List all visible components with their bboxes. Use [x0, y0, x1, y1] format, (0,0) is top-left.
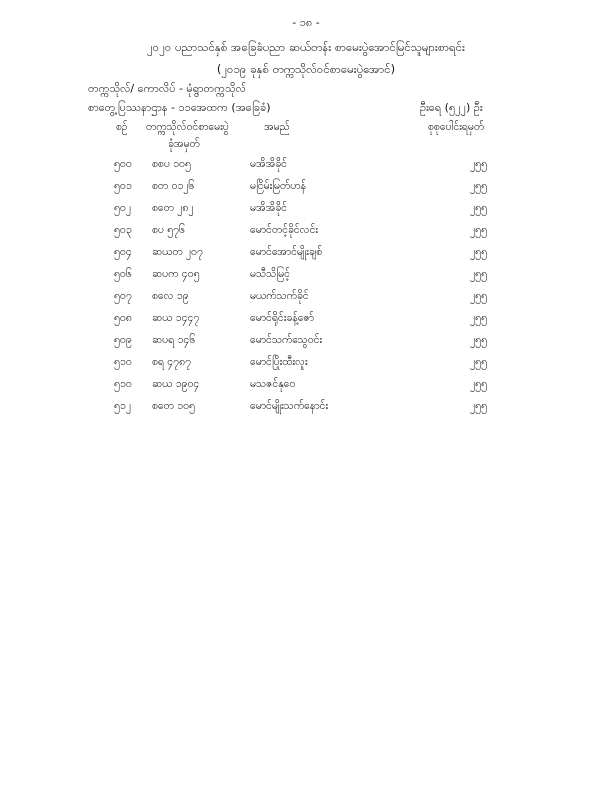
table-row: [0, 356, 612, 378]
row-mark: ၂၅၅: [470, 312, 487, 324]
row-mark: ၂၅၅: [470, 400, 487, 412]
row-mark: ၂၅၅: [470, 180, 487, 192]
header-mark: စုစုပေါင်းရမှတ်: [428, 121, 485, 133]
row-roll: စပ ၅၇၆: [152, 224, 185, 236]
row-no: ၅၁၀: [114, 378, 132, 390]
table-row: [0, 268, 612, 290]
total-count-label: ဦးရေ (၅၂၂) ဦး: [420, 101, 483, 114]
row-name: မောင်ပြိုးထီးလူး: [250, 356, 308, 368]
university-label: တက္ကသိုလ်/ ကောလိပ် - မုံရွာတက္ကသိုလ်: [88, 82, 246, 95]
row-roll: ဆယတ ၂၀၇: [152, 246, 203, 258]
row-no: ၅၀၆: [114, 268, 132, 280]
row-no: ၅၀၀: [114, 158, 132, 170]
row-no: ၅၀၇: [114, 290, 132, 302]
table-row: [0, 202, 612, 224]
row-mark: ၂၅၅: [470, 158, 487, 170]
document-title: ၂၀၂၀ ပညာသင်နှစ် အခြေခံပညာ ဆယ်တန်း စာမေးပွဲအောင်မြင်သူများစာရင်း: [147, 40, 465, 54]
header-roll: တက္ကသိုလ်ဝင်စာမေးပွဲ: [146, 121, 229, 133]
row-roll: စလေ ၁၉: [152, 290, 189, 302]
table-row: [0, 334, 612, 356]
row-roll: ဆယ ၁၉၀၄: [152, 378, 200, 390]
row-mark: ၂၅၅: [470, 224, 487, 236]
row-roll: စတေ ၂၈၂: [152, 202, 194, 214]
row-no: ၅၁၂: [114, 400, 131, 412]
table-row: [0, 246, 612, 268]
header-no: စဉ်: [116, 121, 128, 133]
row-roll: ဆပရ ၁၄၆: [152, 334, 196, 346]
row-name: မသဇင်နုဝေ: [250, 378, 296, 390]
row-name: မောင်အောင်မျိုးချစ်: [250, 246, 323, 258]
row-mark: ၂၅၅: [470, 268, 487, 280]
row-mark: ၂၅၅: [470, 290, 487, 302]
row-no: ၅၀၁: [114, 180, 132, 192]
row-no: ၅၀၃: [114, 224, 132, 236]
row-no: ၅၀၄: [114, 246, 132, 258]
document-subtitle: (၂၀၁၉ ခုနှစ် တက္ကသိုလ်ဝင်စာမေးပွဲအောင်): [216, 62, 396, 76]
row-mark: ၂၅၅: [470, 246, 487, 258]
row-name: မအိအိခိုင်: [250, 158, 288, 170]
row-roll: စရ ၄၇၈၇: [152, 356, 191, 368]
results-table: [0, 158, 612, 422]
row-name: မောင်ရိုင်းခန့်ဇော်: [250, 312, 314, 324]
row-name: မငြိမ်းမြတ်ဟန်: [250, 180, 306, 192]
table-row: [0, 224, 612, 246]
row-name: မောင်တင့်ခိုင်လင်း: [250, 224, 318, 236]
row-roll: ဆပက ၄၀၅: [152, 268, 200, 280]
row-roll: စတေ ၁၀၅: [152, 400, 195, 412]
row-name: မောင်သက်သွေဝင်း: [250, 334, 323, 346]
row-roll: ဆယ ၁၄၄၇: [152, 312, 200, 324]
table-row: [0, 378, 612, 400]
row-no: ၅၀၂: [114, 202, 131, 214]
table-row: [0, 180, 612, 202]
row-name: မသီသိမြင့်: [250, 268, 290, 280]
header-name: အမည်: [264, 121, 290, 133]
department-label: စာတွေ့ပြဿနာဌာန - ၁၁အေထက (အခြေခံ): [88, 101, 271, 114]
row-mark: ၂၅၅: [470, 378, 487, 390]
row-name: မောင်မျိုးသက်နောင်း: [250, 400, 329, 412]
row-name: မယက်သက်ခိုင်: [250, 290, 309, 302]
row-no: ၅၀၈: [114, 312, 132, 324]
table-row: [0, 400, 612, 422]
row-name: မအိအိခိုင်: [250, 202, 288, 214]
row-mark: ၂၅၅: [470, 356, 487, 368]
row-no: ၅၁၀: [114, 356, 132, 368]
row-mark: ၂၅၅: [470, 334, 487, 346]
row-roll: စတ ၀၁၂၆: [152, 180, 195, 192]
page-number: - ၁၈ -: [292, 16, 320, 29]
table-row: [0, 312, 612, 334]
row-mark: ၂၅၅: [470, 202, 487, 214]
row-no: ၅၀၉: [114, 334, 132, 346]
header-roll-sub: ခုံအမှတ်: [168, 138, 200, 150]
table-row: [0, 158, 612, 180]
row-roll: စစပ ၁၀၅: [152, 158, 191, 170]
table-row: [0, 290, 612, 312]
